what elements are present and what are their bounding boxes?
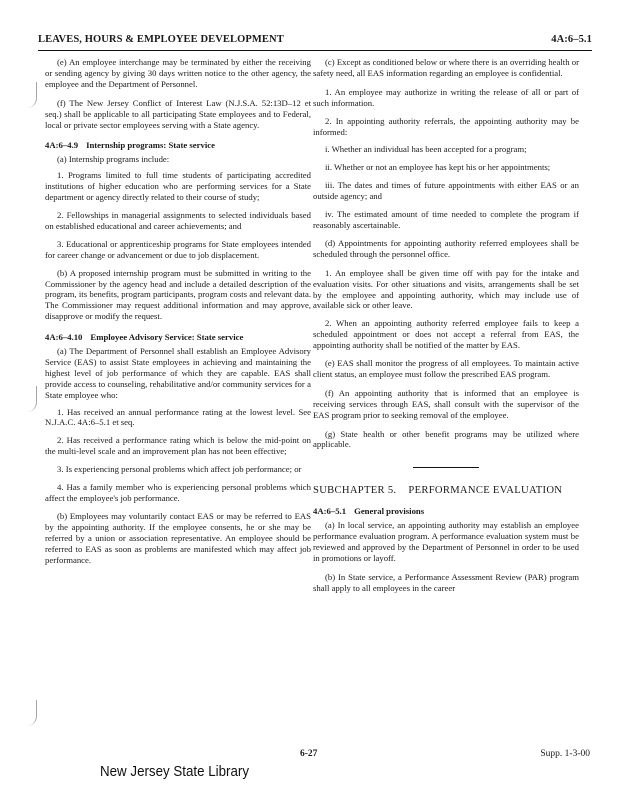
library-stamp: New Jersey State Library (100, 764, 250, 780)
left-column (45, 57, 311, 573)
paragraph: (f) The New Jersey Conflict of Interest Law (N.J.S.A. 52:13D–12 et seq.) shall be applicable to all participating State employees and to Federal, local or private sector employees serving with a State agency. (45, 97, 311, 130)
subchapter-heading (313, 486, 579, 497)
running-header (38, 34, 592, 45)
margin-binding-mark (20, 386, 37, 412)
sub-list-item: iv. The estimated amount of time needed to complete the program if reasonably ascertainable. (313, 209, 579, 230)
section-title: General provisions (354, 506, 425, 517)
paragraph: (b) In State service, a Performance Assessment Review (PAR) program shall apply to all employees in the career (313, 571, 579, 593)
sub-list-item: i. Whether an individual has been accepted for a program; (325, 144, 527, 155)
section-number: 4A:6–5.1 (313, 506, 347, 517)
section-title: Internship programs: State service (86, 140, 215, 151)
subchapter-number: SUBCHAPTER 5. (313, 485, 397, 497)
list-item: 3. Educational or apprenticeship programs for State employees intended for career change or advancement or due to job displacement. (45, 238, 311, 260)
section-heading (45, 140, 311, 151)
list-item: 4. Has a family member who is experiencing personal problems which affect the employee's job performance. (45, 482, 311, 503)
paragraph: (b) Employees may voluntarily contact EAS or may be referred to EAS by the appointing authority. If the employee consents, he or she may be referred by a union or association representative. An employee should be referred to EAS as soon as problems are manifested which may affect job performance. (45, 510, 311, 565)
paragraph: (e) An employee interchange may be terminated by either the receiving or sending agency by giving 30 days written notice to the other agency, the employee and the Department of Personnel. (45, 57, 311, 89)
list-item: 1. Programs limited to full time students of participating accredited institutions of higher education who are performing services for a State department or agency directly related to their course of study; (45, 170, 311, 203)
paragraph: (e) EAS shall monitor the progress of all employees. To maintain active client status, an employee must follow the prescribed EAS program. (313, 358, 579, 379)
list-item: 2. In appointing authority referrals, the appointing authority may be informed: (313, 115, 579, 137)
section-number: 4A:6–4.9 (45, 140, 79, 151)
margin-binding-mark (20, 700, 37, 726)
header-section-number: 4A:6–5.1 (551, 34, 592, 45)
section-heading (45, 332, 311, 343)
margin-binding-mark (20, 82, 37, 108)
paragraph: (g) State health or other benefit programs may be utilized where applicable. (313, 428, 579, 450)
section-number: 4A:6–4.10 (45, 332, 83, 343)
sub-list-item: iii. The dates and times of future appointments with either EAS or an outside agency; and (313, 180, 579, 202)
list-item: 2. Fellowships in managerial assignments to selected individuals based on established educational and career achievements; and (45, 209, 311, 231)
list-item: 1. An employee shall be given time off with pay for the intake and evaluation visits. For other situations and visits, arrangements shall be set by the employee and appointing authority, which may include use of available sick or other leave. (313, 267, 579, 311)
paragraph: (a) In local service, an appointing authority may establish an employee performance evaluation program. A performance evaluation system must be reviewed and approved by the Department of Personnel in order to be used in promotions or layoff. (313, 520, 579, 563)
list-item: 1. Has received an annual performance rating at the lowest level. See N.J.A.C. 4A:6–5.1 et seq. (45, 406, 311, 428)
paragraph: (f) An appointing authority that is informed that an employee is receiving services through EAS, shall consult with the supervisor of the EAS program prior to seeking removal of the employee. (313, 387, 579, 420)
paragraph: (a) The Department of Personnel shall establish an Employee Advisory Service (EAS) to assist State employees in achieving and maintaining the highest level of job performance of which they are capable. EAS shall provide access to counseling, rehabilitative and/or community services for a State employee who: (45, 346, 311, 400)
page-number: 6-27 (300, 749, 318, 759)
section-divider (413, 467, 479, 468)
supplement-date: Supp. 1-3-00 (540, 749, 590, 759)
paragraph: (b) A proposed internship program must be submitted in writing to the Commissioner by the agency head and include a detailed description of the program, its benefits, program participants, program costs and relevant data. The Commissioner may request additional information and may approve, disapprove or modify the request. (45, 267, 311, 322)
subchapter-title: PERFORMANCE EVALUATION (408, 485, 563, 497)
sub-list-item: ii. Whether or not an employee has kept his or her appointments; (325, 162, 551, 173)
list-item: 2. When an appointing authority referred employee fails to keep a scheduled appointment or does not accept a referral from EAS, the appointing authority shall be notified of the matter by EAS. (313, 318, 579, 351)
paragraph: (d) Appointments for appointing authority referred employees shall be scheduled through the personnel office. (313, 237, 579, 259)
header-title: LEAVES, HOURS & EMPLOYEE DEVELOPMENT (38, 34, 284, 45)
list-item: 3. Is experiencing personal problems which affect job performance; or (57, 464, 302, 475)
header-rule (38, 50, 592, 51)
paragraph: (a) Internship programs include: (57, 154, 170, 165)
list-item: 1. An employee may authorize in writing the release of all or part of such information. (313, 86, 579, 108)
paragraph: (c) Except as conditioned below or where there is an overriding health or safety need, all EAS information regarding an employee is confidential. (313, 57, 579, 78)
list-item: 2. Has received a performance rating which is below the mid-point on the multi-level scale and an improvement plan has not been effective; (45, 435, 311, 457)
section-title: Employee Advisory Service: State service (90, 332, 244, 343)
right-column (313, 57, 579, 602)
section-heading (313, 506, 579, 517)
